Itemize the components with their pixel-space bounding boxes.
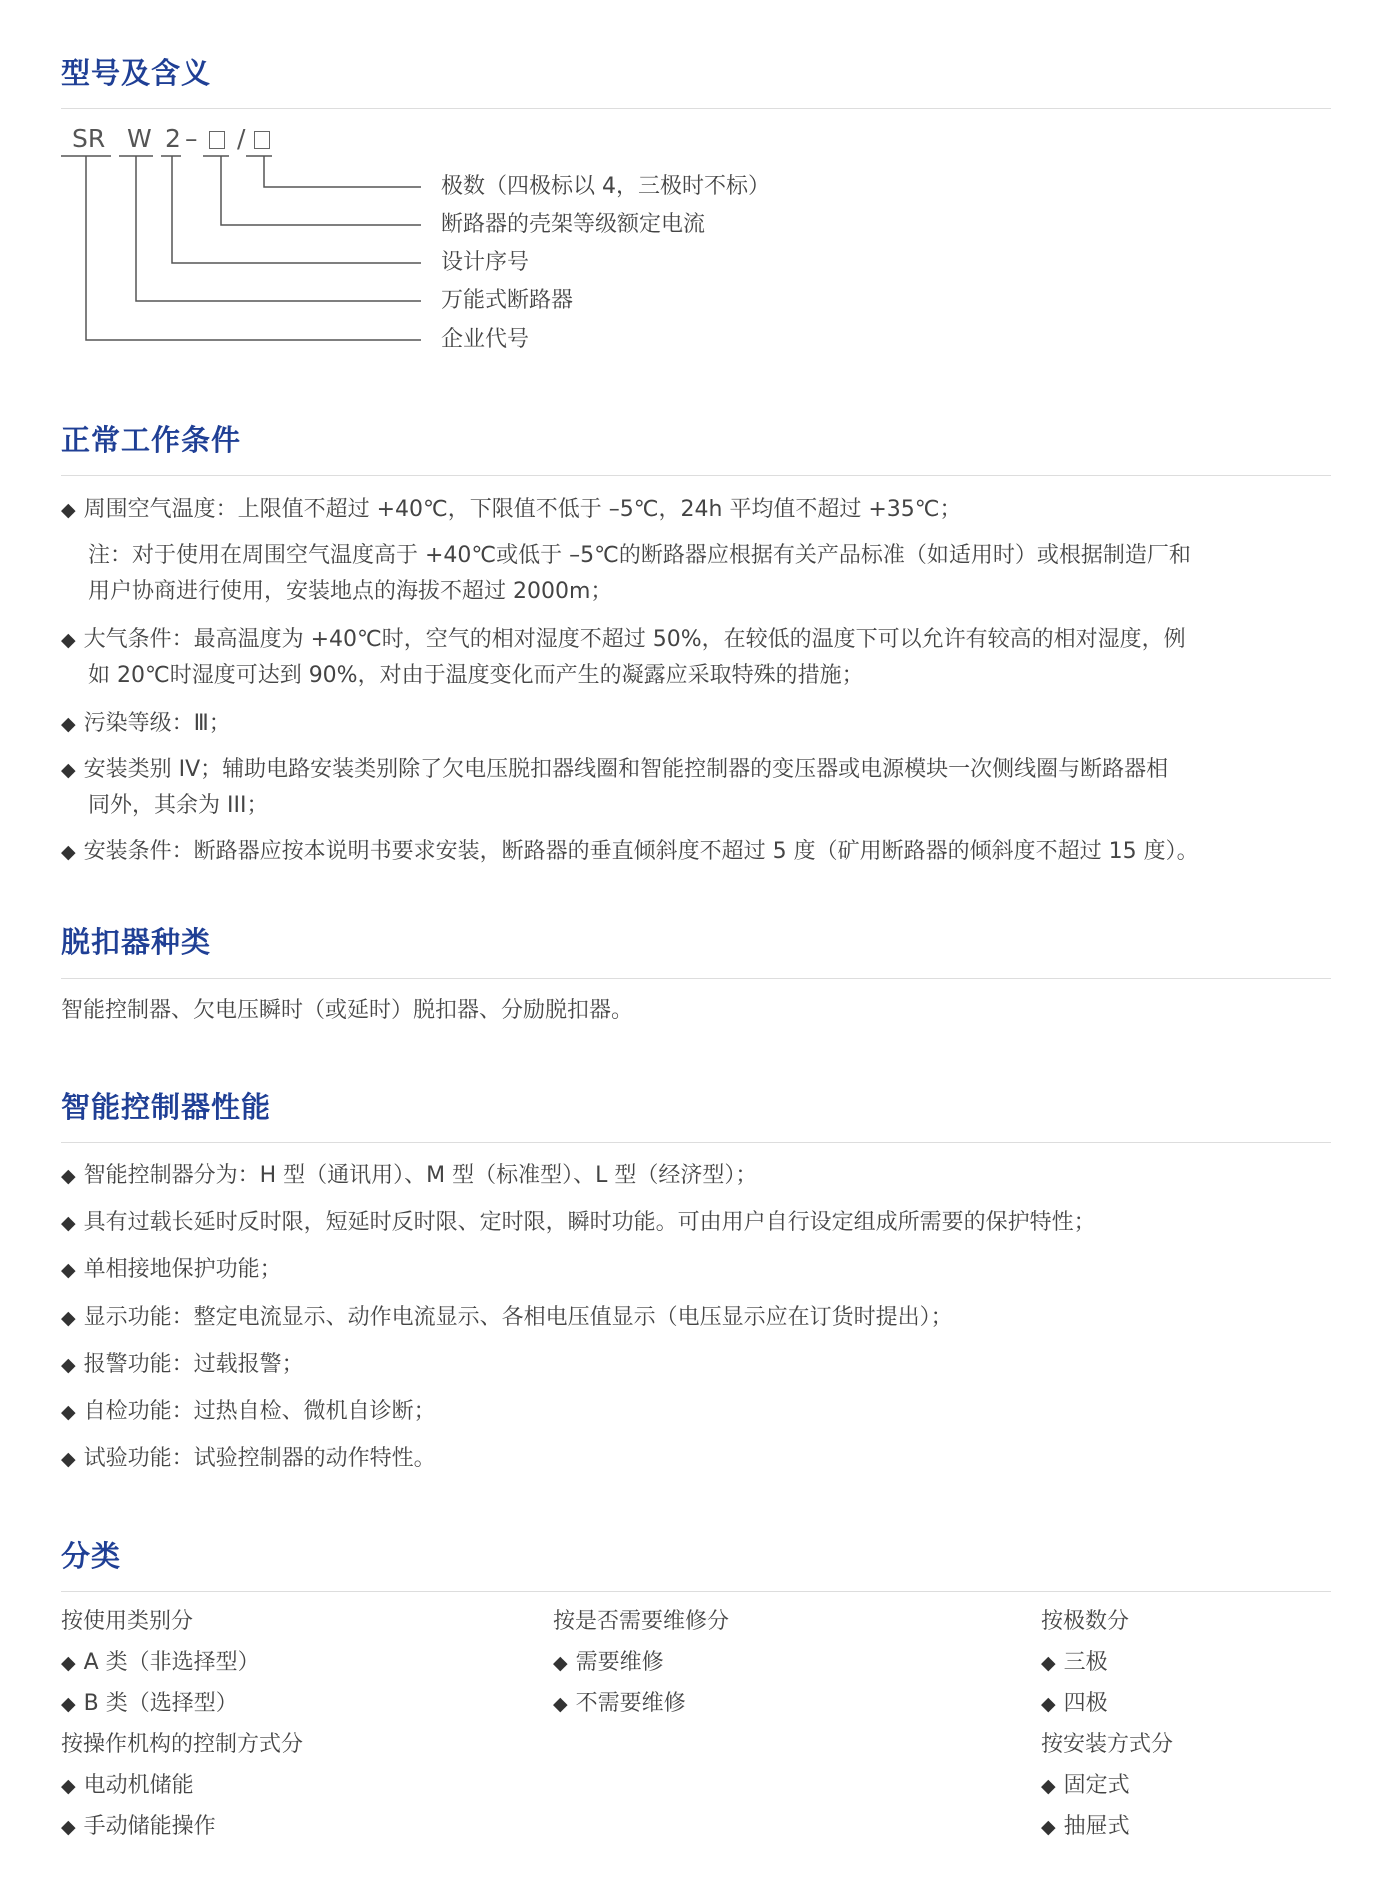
- condition-item: ◆ 周围空气温度：上限值不超过 +40℃，下限值不低于 –5℃，24h 平均值不超过 +35℃；: [61, 497, 962, 522]
- divider: [61, 475, 1331, 476]
- meaning-design-no: 设计序号: [441, 250, 530, 275]
- section-title-classification: 分类: [61, 1539, 122, 1573]
- diamond-bullet-icon: ◆: [61, 1401, 76, 1423]
- diamond-bullet-icon: ◆: [61, 841, 76, 863]
- controller-item: ◆ 显示功能：整定电流显示、动作电流显示、各相电压值显示（电压显示应在订货时提出）；: [61, 1305, 953, 1330]
- controller-item: ◆ 单相接地保护功能；: [61, 1257, 282, 1282]
- section-title-conditions: 正常工作条件: [61, 423, 242, 457]
- divider: [61, 1591, 1331, 1592]
- diamond-bullet-icon: ◆: [61, 1354, 76, 1376]
- class-item: ◆ 不需要维修: [553, 1691, 686, 1716]
- diamond-bullet-icon: ◆: [1041, 1816, 1056, 1838]
- condition-item: ◆ 污染等级：Ⅲ；: [61, 711, 231, 736]
- diamond-bullet-icon: ◆: [553, 1652, 568, 1674]
- diamond-bullet-icon: ◆: [1041, 1652, 1056, 1674]
- class-item: ◆ 固定式: [1041, 1773, 1130, 1798]
- diamond-bullet-icon: ◆: [61, 1165, 76, 1187]
- controller-item: ◆ 自检功能：过热自检、微机自诊断；: [61, 1399, 436, 1424]
- diamond-bullet-icon: ◆: [61, 1816, 76, 1838]
- diamond-bullet-icon: ◆: [553, 1693, 568, 1715]
- diamond-bullet-icon: ◆: [61, 1212, 76, 1234]
- meaning-frame-current: 断路器的壳架等级额定电流: [441, 212, 706, 237]
- diamond-bullet-icon: ◆: [61, 1775, 76, 1797]
- diamond-bullet-icon: ◆: [61, 759, 76, 781]
- trip-types-text: 智能控制器、欠电压瞬时（或延时）脱扣器、分励脱扣器。: [61, 998, 634, 1023]
- code-num: 2: [165, 124, 181, 153]
- section-title-model: 型号及含义: [61, 56, 212, 90]
- diamond-bullet-icon: ◆: [61, 629, 76, 651]
- diamond-bullet-icon: ◆: [61, 1448, 76, 1470]
- code-slash: /: [237, 124, 246, 153]
- diamond-bullet-icon: ◆: [61, 1693, 76, 1715]
- diamond-bullet-icon: ◆: [1041, 1775, 1056, 1797]
- condition-item: ◆ 安装类别 IV；辅助电路安装类别除了欠电压脱扣器线圈和智能控制器的变压器或电源模块一次侧线圈与断路器相: [61, 757, 1169, 782]
- controller-item: ◆ 具有过载长延时反时限，短延时反时限、定时限，瞬时功能。可由用户自行设定组成所需要的保护特性；: [61, 1210, 1096, 1235]
- condition-note-line: 注：对于使用在周围空气温度高于 +40℃或低于 –5℃的断路器应根据有关产品标准（如适用时）或根据制造厂和: [88, 543, 1191, 568]
- diamond-bullet-icon: ◆: [61, 1259, 76, 1281]
- divider: [61, 1142, 1331, 1143]
- condition-item-continuation: 如 20℃时湿度可达到 90%，对由于温度变化而产生的凝露应采取特殊的措施；: [88, 663, 864, 688]
- code-w: W: [127, 124, 152, 153]
- diamond-bullet-icon: ◆: [61, 1307, 76, 1329]
- diamond-bullet-icon: ◆: [61, 499, 76, 521]
- controller-item: ◆ 智能控制器分为：H 型（通讯用）、M 型（标准型）、L 型（经济型）；: [61, 1163, 758, 1188]
- class-item: ◆ 需要维修: [553, 1650, 664, 1675]
- controller-item: ◆ 报警功能：过载报警；: [61, 1352, 304, 1377]
- code-prefix: SR: [72, 124, 106, 153]
- code-dash: –: [185, 124, 198, 153]
- class-item: ◆ B 类（选择型）: [61, 1691, 238, 1716]
- diamond-bullet-icon: ◆: [61, 713, 76, 735]
- condition-note-line: 用户协商进行使用，安装地点的海拔不超过 2000m；: [88, 579, 613, 604]
- divider: [61, 978, 1331, 979]
- class-head-mechanism: 按操作机构的控制方式分: [61, 1732, 304, 1757]
- class-head-usage: 按使用类别分: [61, 1609, 194, 1634]
- meaning-acb: 万能式断路器: [441, 288, 574, 313]
- condition-item-continuation: 同外，其余为 III；: [88, 793, 269, 818]
- meaning-company-code: 企业代号: [441, 327, 530, 352]
- meaning-poles: 极数（四极标以 4，三极时不标）: [441, 174, 770, 199]
- class-item: ◆ 四极: [1041, 1691, 1108, 1716]
- class-item: ◆ 抽屉式: [1041, 1814, 1130, 1839]
- class-item: ◆ 三极: [1041, 1650, 1108, 1675]
- class-item: ◆ 电动机储能: [61, 1773, 194, 1798]
- section-title-trip-types: 脱扣器种类: [61, 925, 212, 959]
- class-head-installation: 按安装方式分: [1041, 1732, 1174, 1757]
- class-item: ◆ A 类（非选择型）: [61, 1650, 260, 1675]
- class-item: ◆ 手动储能操作: [61, 1814, 216, 1839]
- class-head-poles: 按极数分: [1041, 1609, 1130, 1634]
- diamond-bullet-icon: ◆: [1041, 1693, 1056, 1715]
- controller-item: ◆ 试验功能：试验控制器的动作特性。: [61, 1446, 436, 1471]
- diamond-bullet-icon: ◆: [61, 1652, 76, 1674]
- class-head-maintenance: 按是否需要维修分: [553, 1609, 730, 1634]
- section-title-controller: 智能控制器性能: [61, 1090, 272, 1124]
- condition-item: ◆ 大气条件：最高温度为 +40℃时，空气的相对湿度不超过 50%，在较低的温度下可以允许有较高的相对湿度，例: [61, 627, 1186, 652]
- condition-item: ◆ 安装条件：断路器应按本说明书要求安装，断路器的垂直倾斜度不超过 5 度（矿用断路器的倾斜度不超过 15 度）。: [61, 839, 1199, 864]
